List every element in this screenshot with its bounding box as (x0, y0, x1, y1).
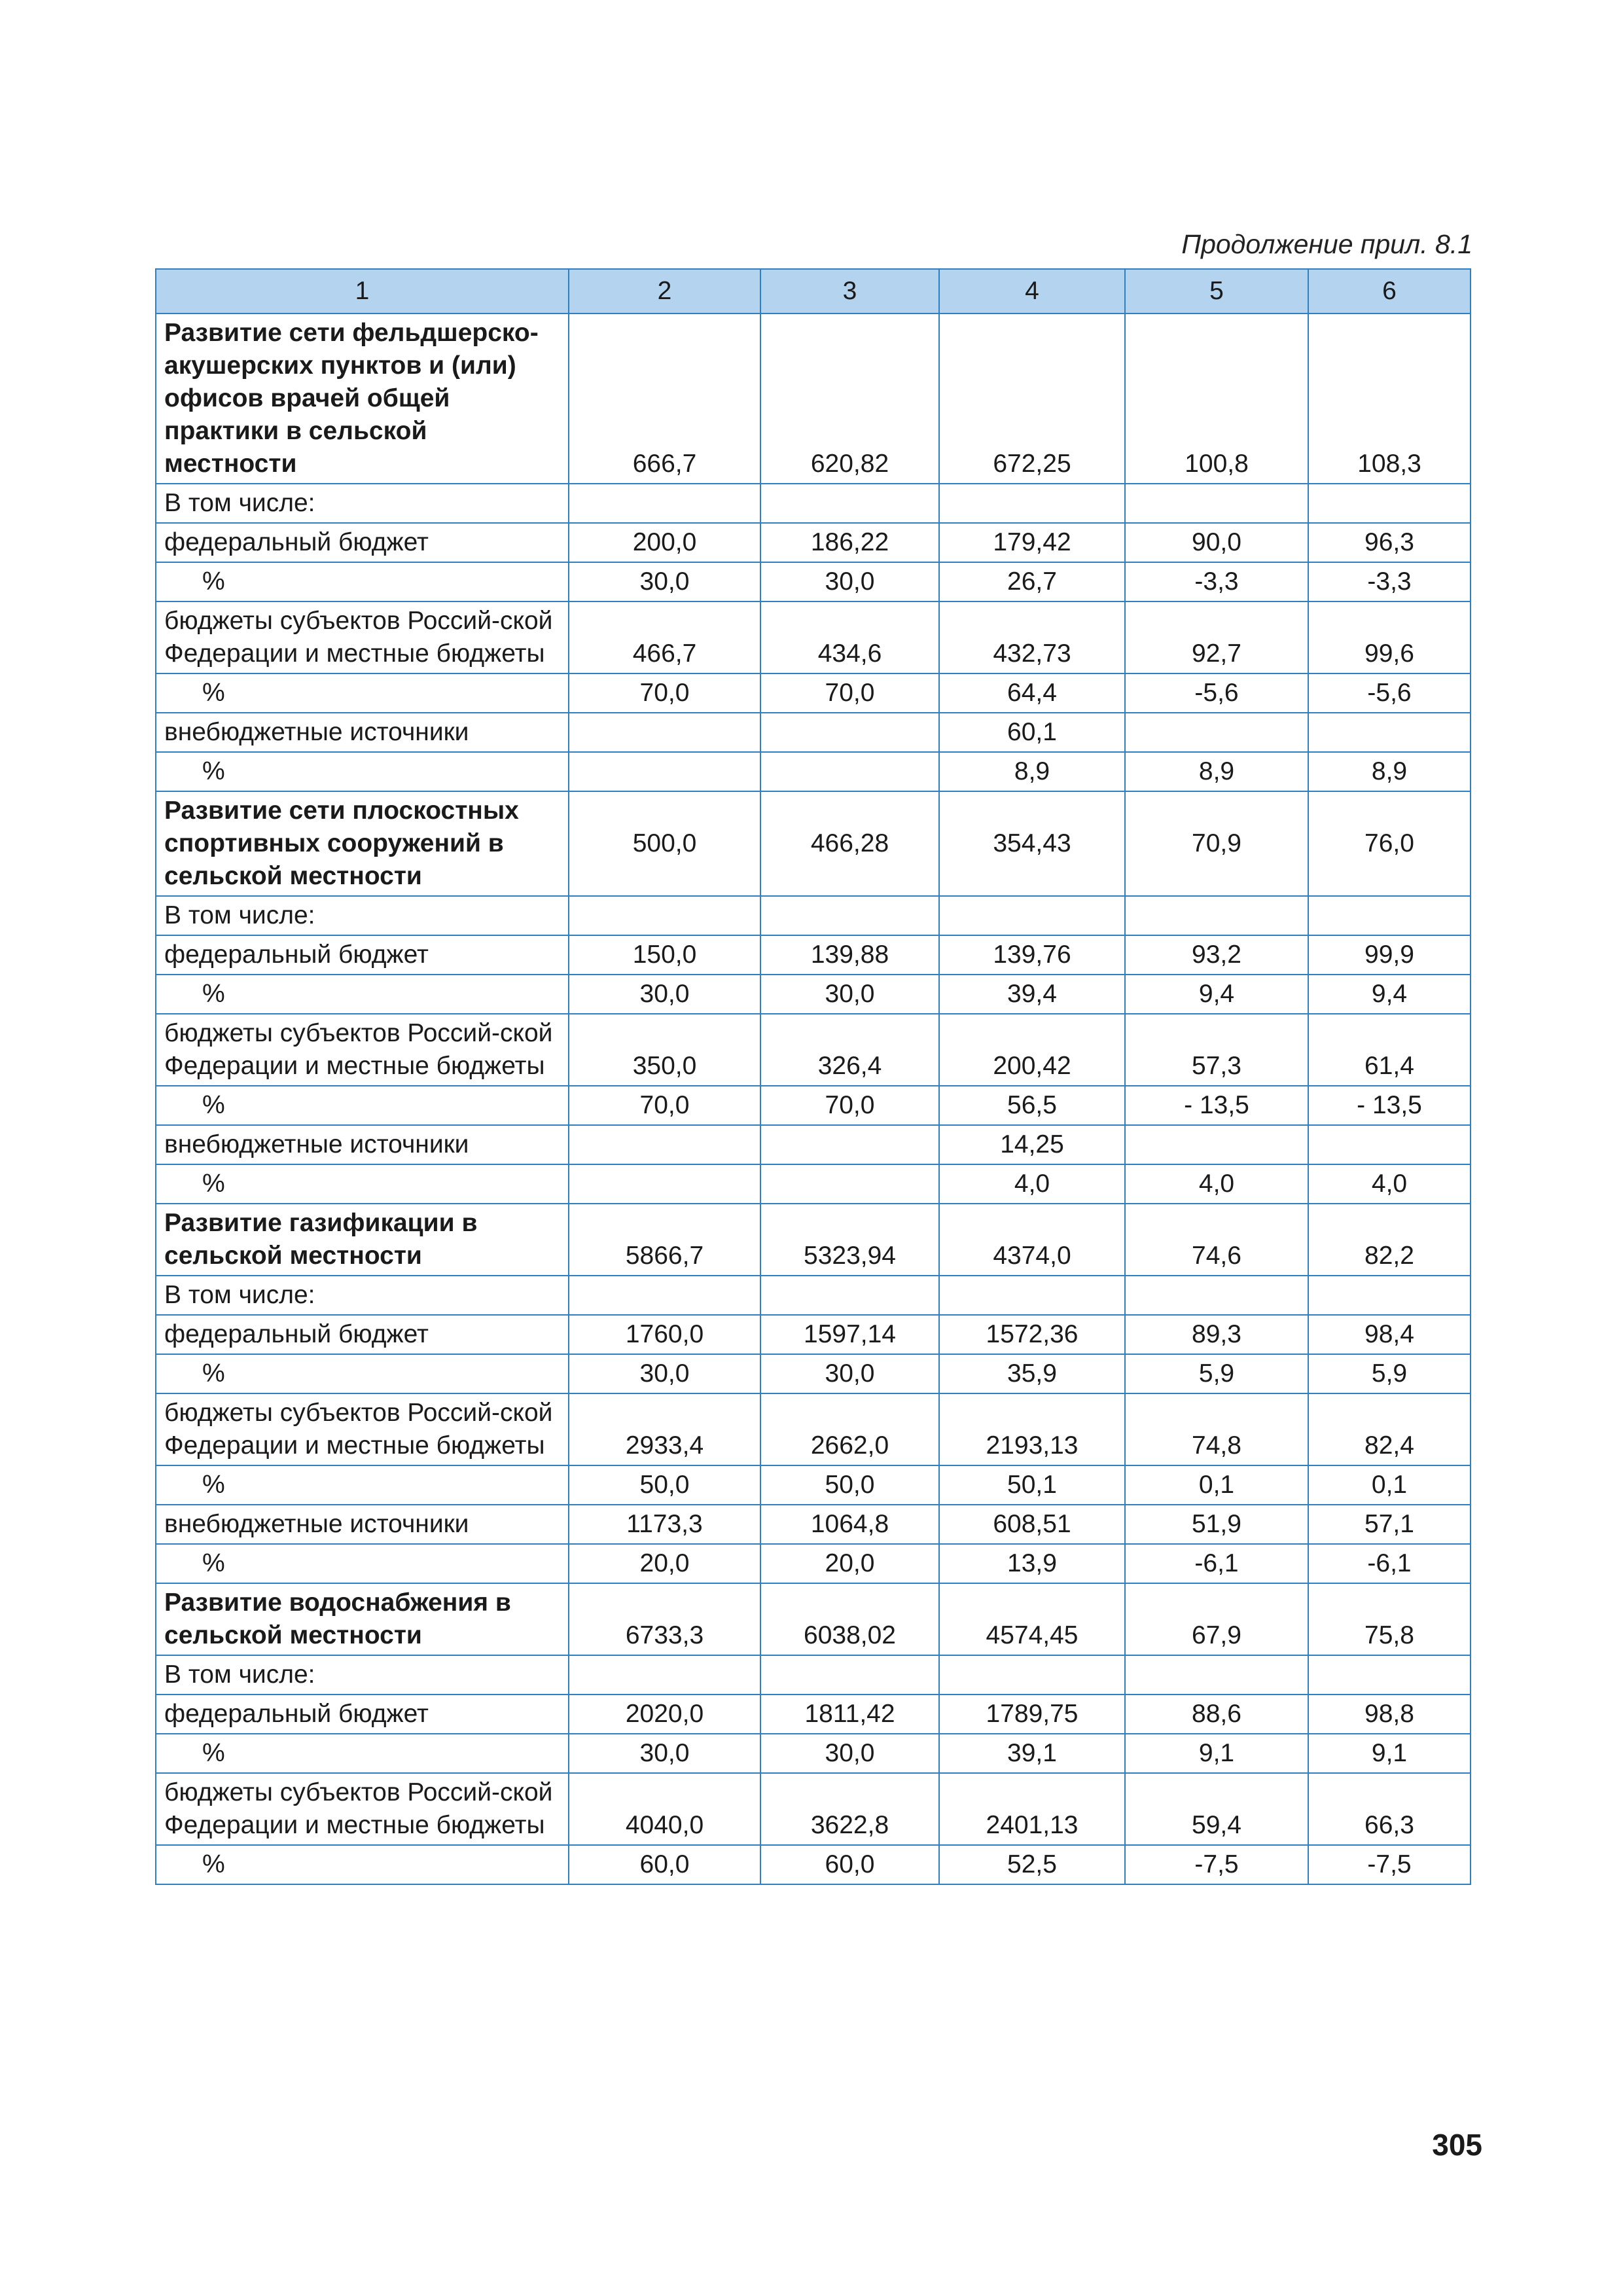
cell-col-3: 30,0 (760, 1734, 939, 1773)
cell-col-3: 30,0 (760, 1354, 939, 1393)
cell-col-6: -6,1 (1308, 1544, 1471, 1583)
cell-col-3: 60,0 (760, 1845, 939, 1884)
cell-col-5 (1125, 1125, 1308, 1164)
cell-col-2: 30,0 (569, 1354, 760, 1393)
table-row (156, 1276, 1471, 1315)
cell-col-2 (569, 1164, 760, 1204)
cell-col-5: 9,4 (1125, 975, 1308, 1014)
cell-col-5: 0,1 (1125, 1465, 1308, 1505)
cell-col-3 (760, 713, 939, 752)
cell-col-4: 13,9 (939, 1544, 1125, 1583)
cell-col-2: 4040,0 (569, 1773, 760, 1845)
row-label: % (156, 1845, 569, 1884)
row-label: федеральный бюджет (156, 523, 569, 562)
cell-col-2 (569, 1655, 760, 1695)
cell-col-4: 608,51 (939, 1505, 1125, 1544)
cell-col-6: 61,4 (1308, 1014, 1471, 1086)
cell-col-3 (760, 1655, 939, 1695)
cell-col-6: 4,0 (1308, 1164, 1471, 1204)
cell-col-3: 30,0 (760, 562, 939, 601)
cell-col-2: 350,0 (569, 1014, 760, 1086)
cell-col-2 (569, 484, 760, 523)
cell-col-2: 666,7 (569, 314, 760, 484)
cell-col-6: 76,0 (1308, 791, 1471, 896)
row-label: % (156, 673, 569, 713)
cell-col-4 (939, 1655, 1125, 1695)
row-label: % (156, 1086, 569, 1125)
cell-col-2 (569, 1276, 760, 1315)
row-label: Развитие газификации в сельской местности (156, 1204, 569, 1276)
table-row (156, 523, 1471, 562)
cell-col-3: 139,88 (760, 935, 939, 975)
cell-col-2: 500,0 (569, 791, 760, 896)
table-row (156, 673, 1471, 713)
cell-col-5 (1125, 484, 1308, 523)
table-row (156, 1354, 1471, 1393)
cell-col-4 (939, 484, 1125, 523)
table-row (156, 1086, 1471, 1125)
cell-col-4: 39,1 (939, 1734, 1125, 1773)
cell-col-4: 14,25 (939, 1125, 1125, 1164)
cell-col-3: 2662,0 (760, 1393, 939, 1465)
table-header-row (156, 269, 1471, 314)
cell-col-2: 150,0 (569, 935, 760, 975)
cell-col-3: 5323,94 (760, 1204, 939, 1276)
cell-col-3: 186,22 (760, 523, 939, 562)
row-label: Развитие сети плоскостных спортивных сооружений в сельской местности (156, 791, 569, 896)
cell-col-6: 8,9 (1308, 752, 1471, 791)
cell-col-3: 1597,14 (760, 1315, 939, 1354)
table-row (156, 752, 1471, 791)
cell-col-4: 52,5 (939, 1845, 1125, 1884)
row-label: бюджеты субъектов Россий-ской Федерации и местные бюджеты (156, 601, 569, 673)
cell-col-6: 96,3 (1308, 523, 1471, 562)
cell-col-3: 70,0 (760, 673, 939, 713)
table-row (156, 1583, 1471, 1655)
cell-col-4: 1789,75 (939, 1695, 1125, 1734)
cell-col-5: -3,3 (1125, 562, 1308, 601)
cell-col-3: 50,0 (760, 1465, 939, 1505)
table-row (156, 314, 1471, 484)
cell-col-4 (939, 1276, 1125, 1315)
cell-col-4: 4574,45 (939, 1583, 1125, 1655)
cell-col-6 (1308, 1655, 1471, 1695)
cell-col-4: 4,0 (939, 1164, 1125, 1204)
table-row (156, 1393, 1471, 1465)
cell-col-6 (1308, 713, 1471, 752)
cell-col-5: -6,1 (1125, 1544, 1308, 1583)
row-label: федеральный бюджет (156, 1695, 569, 1734)
cell-col-2 (569, 896, 760, 935)
row-label: внебюджетные источники (156, 713, 569, 752)
cell-col-5: 100,8 (1125, 314, 1308, 484)
continuation-note: Продолжение прил. 8.1 (1181, 229, 1472, 259)
table-row (156, 1014, 1471, 1086)
cell-col-6: 99,6 (1308, 601, 1471, 673)
row-label: % (156, 1734, 569, 1773)
cell-col-6: 9,4 (1308, 975, 1471, 1014)
table-row (156, 713, 1471, 752)
cell-col-5: 74,6 (1125, 1204, 1308, 1276)
table-row (156, 1465, 1471, 1505)
cell-col-4: 432,73 (939, 601, 1125, 673)
cell-col-6: -5,6 (1308, 673, 1471, 713)
row-label: бюджеты субъектов Россий-ской Федерации и местные бюджеты (156, 1773, 569, 1845)
table-row (156, 1695, 1471, 1734)
cell-col-5: 70,9 (1125, 791, 1308, 896)
cell-col-5 (1125, 1276, 1308, 1315)
cell-col-3: 1064,8 (760, 1505, 939, 1544)
cell-col-2: 2933,4 (569, 1393, 760, 1465)
cell-col-5 (1125, 1655, 1308, 1695)
table-row (156, 1164, 1471, 1204)
cell-col-6: 9,1 (1308, 1734, 1471, 1773)
cell-col-5: 59,4 (1125, 1773, 1308, 1845)
cell-col-2: 30,0 (569, 562, 760, 601)
cell-col-5: 88,6 (1125, 1695, 1308, 1734)
cell-col-5: -5,6 (1125, 673, 1308, 713)
cell-col-2: 6733,3 (569, 1583, 760, 1655)
column-header-4: 4 (939, 269, 1125, 314)
column-header-3: 3 (760, 269, 939, 314)
cell-col-5: 9,1 (1125, 1734, 1308, 1773)
row-label: % (156, 1544, 569, 1583)
cell-col-3: 434,6 (760, 601, 939, 673)
row-label: % (156, 1354, 569, 1393)
row-label: федеральный бюджет (156, 935, 569, 975)
column-header-6: 6 (1308, 269, 1471, 314)
cell-col-5 (1125, 896, 1308, 935)
cell-col-3 (760, 752, 939, 791)
cell-col-4: 35,9 (939, 1354, 1125, 1393)
cell-col-2: 30,0 (569, 1734, 760, 1773)
cell-col-4: 39,4 (939, 975, 1125, 1014)
cell-col-5: 93,2 (1125, 935, 1308, 975)
row-label: бюджеты субъектов Россий-ской Федерации и местные бюджеты (156, 1014, 569, 1086)
cell-col-3: 6038,02 (760, 1583, 939, 1655)
row-label: внебюджетные источники (156, 1505, 569, 1544)
table-row (156, 562, 1471, 601)
cell-col-3 (760, 484, 939, 523)
cell-col-2 (569, 1125, 760, 1164)
cell-col-4: 8,9 (939, 752, 1125, 791)
cell-col-5: 90,0 (1125, 523, 1308, 562)
table-row (156, 896, 1471, 935)
cell-col-6: 82,2 (1308, 1204, 1471, 1276)
cell-col-5: 57,3 (1125, 1014, 1308, 1086)
cell-col-3 (760, 1164, 939, 1204)
cell-col-6: 75,8 (1308, 1583, 1471, 1655)
cell-col-4: 2193,13 (939, 1393, 1125, 1465)
cell-col-2 (569, 713, 760, 752)
page-number: 305 (1432, 2128, 1482, 2162)
cell-col-4: 4374,0 (939, 1204, 1125, 1276)
table-body (156, 314, 1471, 1884)
row-label: В том числе: (156, 1276, 569, 1315)
row-label: В том числе: (156, 484, 569, 523)
cell-col-2: 20,0 (569, 1544, 760, 1583)
cell-col-3: 20,0 (760, 1544, 939, 1583)
cell-col-5: 74,8 (1125, 1393, 1308, 1465)
cell-col-5: 8,9 (1125, 752, 1308, 791)
cell-col-5: 92,7 (1125, 601, 1308, 673)
row-label: бюджеты субъектов Россий-ской Федерации и местные бюджеты (156, 1393, 569, 1465)
cell-col-2: 1760,0 (569, 1315, 760, 1354)
cell-col-3: 1811,42 (760, 1695, 939, 1734)
table-row (156, 1204, 1471, 1276)
row-label: Развитие сети фельдшерско-акушерских пунктов и (или) офисов врачей общей практики в сельской местности (156, 314, 569, 484)
table-row (156, 1845, 1471, 1884)
table-row (156, 1734, 1471, 1773)
table-row (156, 1655, 1471, 1695)
cell-col-2: 5866,7 (569, 1204, 760, 1276)
cell-col-4: 56,5 (939, 1086, 1125, 1125)
cell-col-6: -3,3 (1308, 562, 1471, 601)
row-label: % (156, 562, 569, 601)
cell-col-4: 200,42 (939, 1014, 1125, 1086)
table-row (156, 1773, 1471, 1845)
column-header-1: 1 (156, 269, 569, 314)
cell-col-2: 70,0 (569, 673, 760, 713)
column-header-2: 2 (569, 269, 760, 314)
table-row (156, 1505, 1471, 1544)
cell-col-2: 70,0 (569, 1086, 760, 1125)
cell-col-3: 30,0 (760, 975, 939, 1014)
cell-col-4: 1572,36 (939, 1315, 1125, 1354)
column-header-5: 5 (1125, 269, 1308, 314)
cell-col-4: 179,42 (939, 523, 1125, 562)
cell-col-6 (1308, 1276, 1471, 1315)
cell-col-5: 51,9 (1125, 1505, 1308, 1544)
cell-col-4: 26,7 (939, 562, 1125, 601)
row-label: % (156, 1465, 569, 1505)
cell-col-2: 466,7 (569, 601, 760, 673)
cell-col-6: 0,1 (1308, 1465, 1471, 1505)
row-label: федеральный бюджет (156, 1315, 569, 1354)
cell-col-2 (569, 752, 760, 791)
cell-col-6: 98,4 (1308, 1315, 1471, 1354)
cell-col-6: 5,9 (1308, 1354, 1471, 1393)
cell-col-2: 2020,0 (569, 1695, 760, 1734)
funding-table (155, 268, 1471, 1885)
row-label: Развитие водоснабжения в сельской местности (156, 1583, 569, 1655)
table-row (156, 791, 1471, 896)
cell-col-4 (939, 896, 1125, 935)
row-label: % (156, 975, 569, 1014)
cell-col-3 (760, 896, 939, 935)
cell-col-6: 99,9 (1308, 935, 1471, 975)
cell-col-6: 98,8 (1308, 1695, 1471, 1734)
cell-col-3: 466,28 (760, 791, 939, 896)
cell-col-4: 139,76 (939, 935, 1125, 975)
cell-col-5: -7,5 (1125, 1845, 1308, 1884)
table-row (156, 1125, 1471, 1164)
cell-col-2: 60,0 (569, 1845, 760, 1884)
cell-col-4: 50,1 (939, 1465, 1125, 1505)
cell-col-2: 1173,3 (569, 1505, 760, 1544)
cell-col-5: 5,9 (1125, 1354, 1308, 1393)
cell-col-5: 67,9 (1125, 1583, 1308, 1655)
cell-col-2: 200,0 (569, 523, 760, 562)
cell-col-6: 66,3 (1308, 1773, 1471, 1845)
cell-col-3 (760, 1125, 939, 1164)
row-label: В том числе: (156, 1655, 569, 1695)
cell-col-4: 2401,13 (939, 1773, 1125, 1845)
cell-col-6: -7,5 (1308, 1845, 1471, 1884)
cell-col-4: 354,43 (939, 791, 1125, 896)
cell-col-6 (1308, 896, 1471, 935)
cell-col-2: 50,0 (569, 1465, 760, 1505)
table-row (156, 484, 1471, 523)
table-row (156, 1315, 1471, 1354)
cell-col-4: 60,1 (939, 713, 1125, 752)
cell-col-3: 3622,8 (760, 1773, 939, 1845)
cell-col-3: 70,0 (760, 1086, 939, 1125)
cell-col-4: 64,4 (939, 673, 1125, 713)
row-label: В том числе: (156, 896, 569, 935)
cell-col-2: 30,0 (569, 975, 760, 1014)
cell-col-6: 82,4 (1308, 1393, 1471, 1465)
cell-col-6: 57,1 (1308, 1505, 1471, 1544)
cell-col-3: 620,82 (760, 314, 939, 484)
cell-col-5: 89,3 (1125, 1315, 1308, 1354)
cell-col-5: 4,0 (1125, 1164, 1308, 1204)
cell-col-6 (1308, 484, 1471, 523)
row-label: % (156, 1164, 569, 1204)
cell-col-5 (1125, 713, 1308, 752)
cell-col-5: - 13,5 (1125, 1086, 1308, 1125)
row-label: внебюджетные источники (156, 1125, 569, 1164)
cell-col-4: 672,25 (939, 314, 1125, 484)
cell-col-3 (760, 1276, 939, 1315)
cell-col-3: 326,4 (760, 1014, 939, 1086)
cell-col-6: - 13,5 (1308, 1086, 1471, 1125)
cell-col-6: 108,3 (1308, 314, 1471, 484)
table-row (156, 975, 1471, 1014)
cell-col-6 (1308, 1125, 1471, 1164)
row-label: % (156, 752, 569, 791)
table-row (156, 601, 1471, 673)
table-row (156, 935, 1471, 975)
table-row (156, 1544, 1471, 1583)
